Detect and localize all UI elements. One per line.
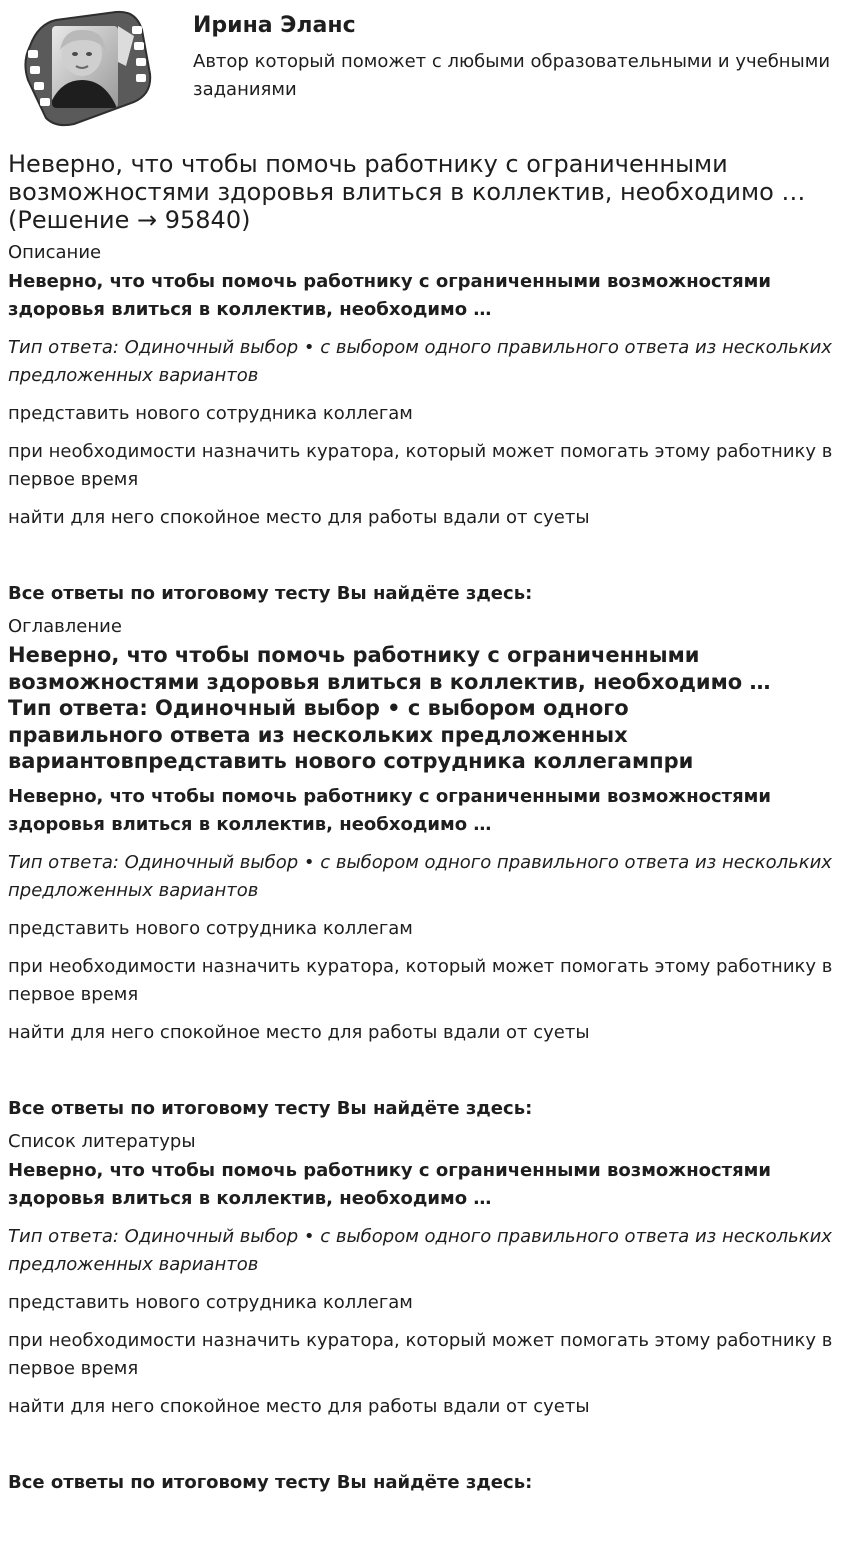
section-label-description: Описание: [8, 242, 102, 263]
spacer: [8, 1431, 839, 1469]
all-answers-link-text: Все ответы по итоговому тесту Вы найдёте здесь:: [8, 583, 533, 604]
question-text: Неверно, что чтобы помочь работнику с ограниченными возможностями здоровья влиться в коллектив, необходимо …: [8, 1159, 771, 1209]
author-header: [8, 0, 839, 140]
toc-heading: Неверно, что чтобы помочь работнику с ограниченными возможностями здоровья влиться в коллектив, необходимо …Тип ответа: Одиночный выбор • с выбором одного правильного ответа из нескольких предложенных вариантовпредставить нового сотрудника коллегампри: [8, 643, 771, 773]
answer-option: при необходимости назначить куратора, который может помогать этому работнику в первое время: [8, 441, 833, 490]
question-text: Неверно, что чтобы помочь работнику с ограниченными возможностями здоровья влиться в коллектив, необходимо …: [8, 271, 771, 320]
toc-section: [8, 616, 839, 1123]
author-info: [193, 10, 833, 104]
spacer: [8, 542, 839, 580]
bibliography-section: [8, 1131, 839, 1497]
answer-option: представить нового сотрудника коллегам: [8, 1291, 413, 1313]
description-section: [8, 242, 839, 608]
answer-type: Тип ответа: Одиночный выбор • с выбором одного правильного ответа из нескольких предложенных вариантов: [8, 1225, 832, 1275]
film-frame-avatar-icon: [16, 6, 158, 128]
answer-option: при необходимости назначить куратора, который может помогать этому работнику в первое время: [8, 1329, 833, 1379]
spacer: [8, 1057, 839, 1095]
answer-type: Тип ответа: Одиночный выбор • с выбором одного правильного ответа из нескольких предложенных вариантов: [8, 851, 832, 901]
answer-option: найти для него спокойное место для работы вдали от суеты: [8, 507, 590, 528]
answer-type: Тип ответа: Одиночный выбор • с выбором одного правильного ответа из нескольких предложенных вариантов: [8, 337, 832, 386]
question-text: Неверно, что чтобы помочь работнику с ограниченными возможностями здоровья влиться в коллектив, необходимо …: [8, 785, 771, 835]
page-title: Неверно, что чтобы помочь работнику с ограниченными возможностями здоровья влиться в коллектив, необходимо … (Решение → 95840): [8, 150, 806, 234]
answer-option: при необходимости назначить куратора, который может помогать этому работнику в первое время: [8, 955, 833, 1005]
author-avatar[interactable]: [16, 6, 158, 128]
author-name[interactable]: Ирина Эланс: [193, 13, 356, 38]
author-description: Автор который поможет с любыми образовательными и учебными заданиями: [193, 51, 831, 100]
answer-option: представить нового сотрудника коллегам: [8, 403, 413, 424]
section-label-toc: Оглавление: [8, 616, 122, 637]
section-label-bibliography: Список литературы: [8, 1130, 196, 1152]
answer-option: найти для него спокойное место для работы вдали от суеты: [8, 1395, 590, 1417]
all-answers-link-text: Все ответы по итоговому тесту Вы найдёте здесь:: [8, 1471, 533, 1493]
answer-option: представить нового сотрудника коллегам: [8, 917, 413, 939]
all-answers-link-text: Все ответы по итоговому тесту Вы найдёте здесь:: [8, 1097, 533, 1119]
answer-option: найти для него спокойное место для работы вдали от суеты: [8, 1021, 590, 1043]
